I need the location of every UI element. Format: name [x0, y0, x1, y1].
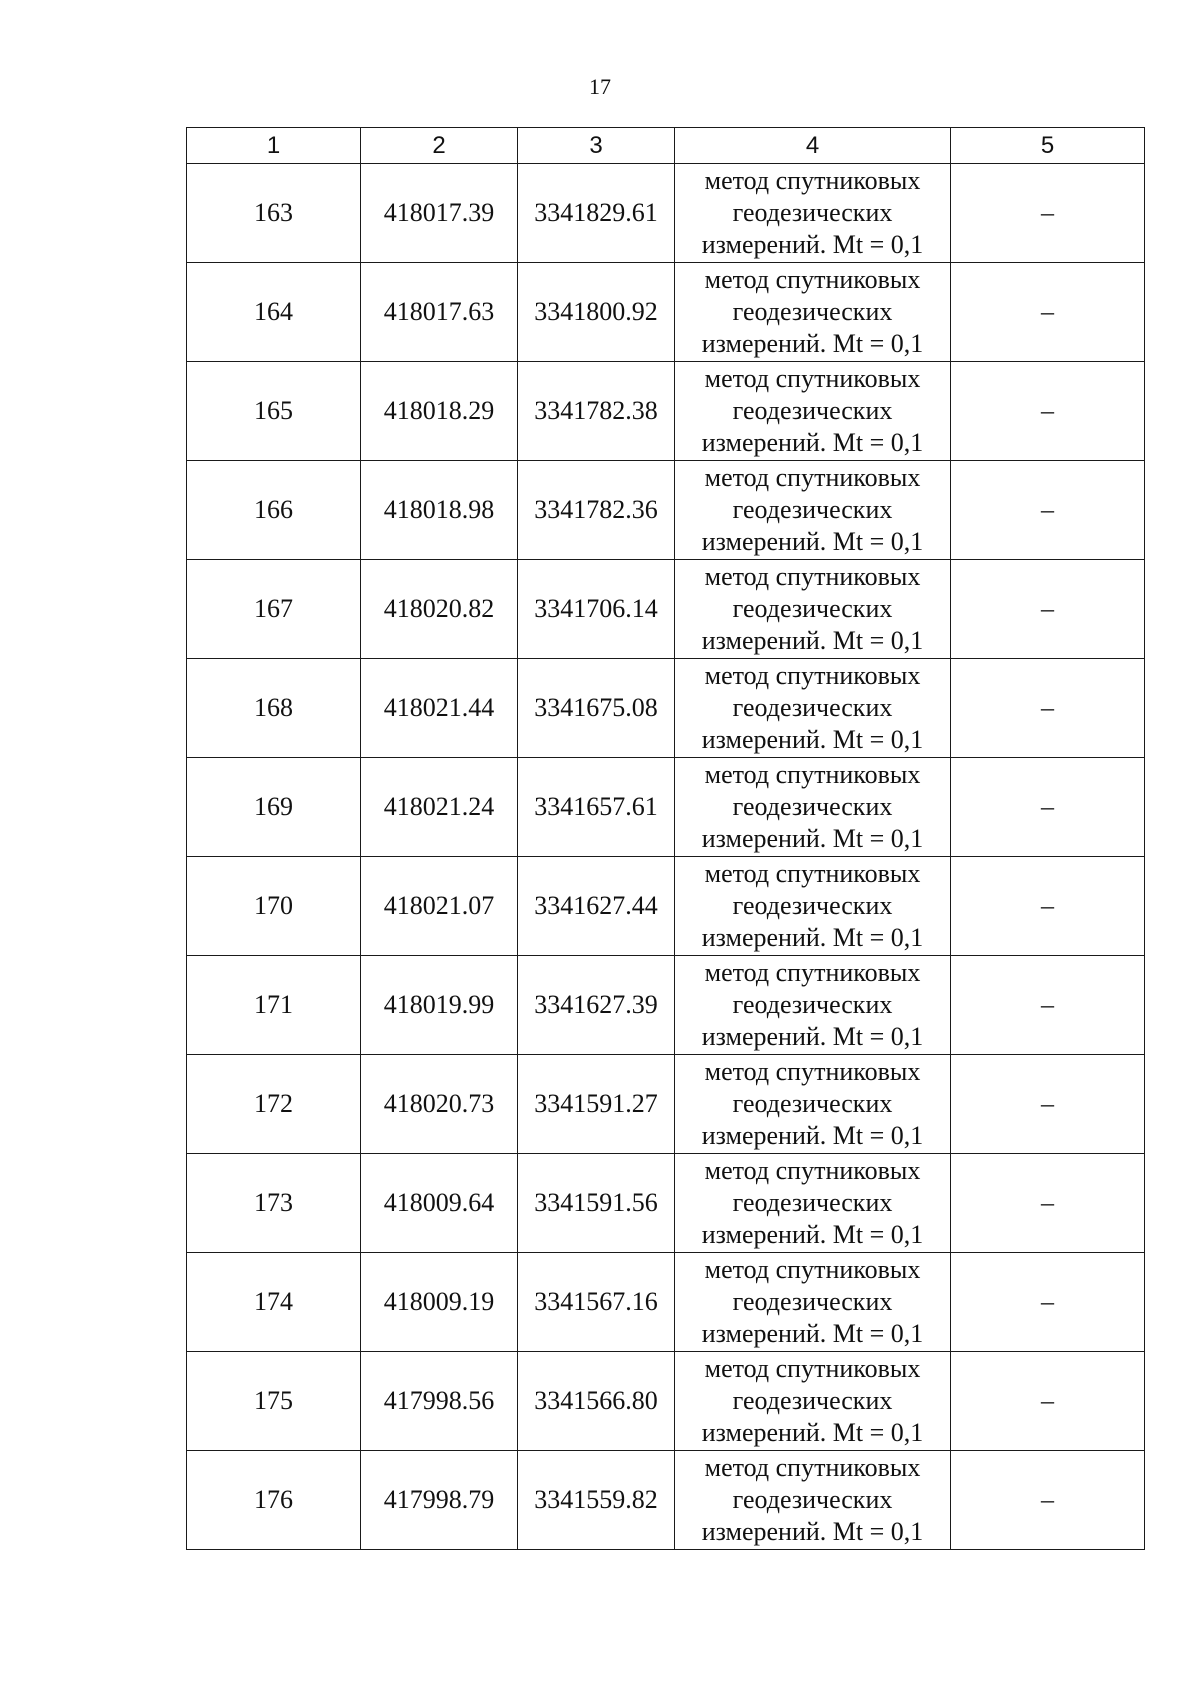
method-line-3: измерений. Mt = 0,1	[701, 1220, 924, 1249]
y-coordinate-cell: 3341566.80	[518, 1352, 675, 1451]
method-line-1: метод спутниковых	[704, 1156, 921, 1185]
method-line-3: измерений. Mt = 0,1	[701, 1022, 924, 1051]
method-cell	[675, 1352, 951, 1451]
method-line-1: метод спутниковых	[704, 562, 921, 591]
method-line-1: метод спутниковых	[704, 958, 921, 987]
method-line-3: измерений. Mt = 0,1	[701, 329, 924, 358]
method-line-2: геодезических	[732, 1089, 893, 1118]
note-cell: –	[951, 758, 1145, 857]
x-coordinate-cell: 418020.82	[361, 560, 518, 659]
method-line-3: измерений. Mt = 0,1	[701, 1418, 924, 1447]
method-line-1: метод спутниковых	[704, 1354, 921, 1383]
x-coordinate-cell: 418021.07	[361, 857, 518, 956]
point-number-cell: 170	[187, 857, 361, 956]
method-line-2: геодезических	[732, 1386, 893, 1415]
table-header	[187, 128, 1145, 164]
note-cell: –	[951, 362, 1145, 461]
table-row	[187, 263, 1145, 362]
table-row	[187, 956, 1145, 1055]
method-line-1: метод спутниковых	[704, 364, 921, 393]
table-row	[187, 1352, 1145, 1451]
note-cell: –	[951, 956, 1145, 1055]
y-coordinate-cell: 3341782.36	[518, 461, 675, 560]
method-cell	[675, 1253, 951, 1352]
method-cell	[675, 857, 951, 956]
x-coordinate-cell: 418018.29	[361, 362, 518, 461]
point-number-cell: 171	[187, 956, 361, 1055]
table-row	[187, 1154, 1145, 1253]
point-number-cell: 169	[187, 758, 361, 857]
y-coordinate-cell: 3341829.61	[518, 164, 675, 263]
method-line-1: метод спутниковых	[704, 1255, 921, 1284]
point-number-cell: 164	[187, 263, 361, 362]
x-coordinate-cell: 417998.56	[361, 1352, 518, 1451]
y-coordinate-cell: 3341782.38	[518, 362, 675, 461]
method-line-3: измерений. Mt = 0,1	[701, 923, 924, 952]
method-line-3: измерений. Mt = 0,1	[701, 230, 924, 259]
x-coordinate-cell: 418021.44	[361, 659, 518, 758]
point-number-cell: 166	[187, 461, 361, 560]
note-cell: –	[951, 1352, 1145, 1451]
method-cell	[675, 263, 951, 362]
method-line-3: измерений. Mt = 0,1	[701, 1319, 924, 1348]
point-number-cell: 165	[187, 362, 361, 461]
method-line-2: геодезических	[732, 396, 893, 425]
method-line-2: геодезических	[732, 990, 893, 1019]
method-line-1: метод спутниковых	[704, 760, 921, 789]
method-line-2: геодезических	[732, 594, 893, 623]
method-line-2: геодезических	[732, 198, 893, 227]
note-cell: –	[951, 659, 1145, 758]
table-row	[187, 758, 1145, 857]
table-row	[187, 362, 1145, 461]
note-cell: –	[951, 1451, 1145, 1550]
y-coordinate-cell: 3341567.16	[518, 1253, 675, 1352]
method-line-1: метод спутниковых	[704, 661, 921, 690]
method-line-3: измерений. Mt = 0,1	[701, 725, 924, 754]
method-line-2: геодезических	[732, 297, 893, 326]
y-coordinate-cell: 3341627.44	[518, 857, 675, 956]
point-number-cell: 174	[187, 1253, 361, 1352]
method-line-3: измерений. Mt = 0,1	[701, 824, 924, 853]
x-coordinate-cell: 418018.98	[361, 461, 518, 560]
y-coordinate-cell: 3341675.08	[518, 659, 675, 758]
x-coordinate-cell: 418017.39	[361, 164, 518, 263]
method-line-3: измерений. Mt = 0,1	[701, 428, 924, 457]
table-row	[187, 560, 1145, 659]
coordinates-table	[186, 127, 1145, 1550]
x-coordinate-cell: 418019.99	[361, 956, 518, 1055]
method-cell	[675, 461, 951, 560]
x-coordinate-cell: 418009.19	[361, 1253, 518, 1352]
y-coordinate-cell: 3341706.14	[518, 560, 675, 659]
note-cell: –	[951, 857, 1145, 956]
method-line-2: геодезических	[732, 495, 893, 524]
note-cell: –	[951, 1253, 1145, 1352]
method-cell	[675, 164, 951, 263]
method-line-2: геодезических	[732, 1287, 893, 1316]
method-line-2: геодезических	[732, 1188, 893, 1217]
method-cell	[675, 1055, 951, 1154]
method-line-3: измерений. Mt = 0,1	[701, 527, 924, 556]
x-coordinate-cell: 418017.63	[361, 263, 518, 362]
method-cell	[675, 956, 951, 1055]
point-number-cell: 163	[187, 164, 361, 263]
x-coordinate-cell: 418020.73	[361, 1055, 518, 1154]
table-row	[187, 461, 1145, 560]
method-line-2: геодезических	[732, 891, 893, 920]
header-col-4: 4	[675, 128, 951, 164]
page-number: 17	[589, 74, 611, 99]
table-row	[187, 1253, 1145, 1352]
note-cell: –	[951, 560, 1145, 659]
method-cell	[675, 1154, 951, 1253]
method-line-3: измерений. Mt = 0,1	[701, 626, 924, 655]
y-coordinate-cell: 3341627.39	[518, 956, 675, 1055]
method-line-3: измерений. Mt = 0,1	[701, 1517, 924, 1546]
method-cell	[675, 362, 951, 461]
note-cell: –	[951, 1055, 1145, 1154]
header-col-2: 2	[361, 128, 518, 164]
method-cell	[675, 1451, 951, 1550]
header-col-1: 1	[187, 128, 361, 164]
header-row	[187, 128, 1145, 164]
method-line-2: геодезических	[732, 792, 893, 821]
y-coordinate-cell: 3341591.56	[518, 1154, 675, 1253]
method-line-1: метод спутниковых	[704, 265, 921, 294]
note-cell: –	[951, 263, 1145, 362]
method-line-1: метод спутниковых	[704, 463, 921, 492]
note-cell: –	[951, 164, 1145, 263]
point-number-cell: 173	[187, 1154, 361, 1253]
point-number-cell: 168	[187, 659, 361, 758]
y-coordinate-cell: 3341559.82	[518, 1451, 675, 1550]
method-line-1: метод спутниковых	[704, 1453, 921, 1482]
table-row	[187, 659, 1145, 758]
x-coordinate-cell: 418021.24	[361, 758, 518, 857]
method-cell	[675, 758, 951, 857]
table-row	[187, 1055, 1145, 1154]
note-cell: –	[951, 461, 1145, 560]
method-cell	[675, 560, 951, 659]
method-line-2: геодезических	[732, 693, 893, 722]
table-row	[187, 164, 1145, 263]
method-line-1: метод спутниковых	[704, 859, 921, 888]
header-col-5: 5	[951, 128, 1145, 164]
method-cell	[675, 659, 951, 758]
point-number-cell: 176	[187, 1451, 361, 1550]
point-number-cell: 167	[187, 560, 361, 659]
method-line-1: метод спутниковых	[704, 166, 921, 195]
method-line-3: измерений. Mt = 0,1	[701, 1121, 924, 1150]
note-cell: –	[951, 1154, 1145, 1253]
y-coordinate-cell: 3341657.61	[518, 758, 675, 857]
point-number-cell: 172	[187, 1055, 361, 1154]
table-row	[187, 1451, 1145, 1550]
table-body	[187, 164, 1145, 1550]
y-coordinate-cell: 3341591.27	[518, 1055, 675, 1154]
header-col-3: 3	[518, 128, 675, 164]
method-line-2: геодезических	[732, 1485, 893, 1514]
x-coordinate-cell: 418009.64	[361, 1154, 518, 1253]
table-row	[187, 857, 1145, 956]
x-coordinate-cell: 417998.79	[361, 1451, 518, 1550]
point-number-cell: 175	[187, 1352, 361, 1451]
method-line-1: метод спутниковых	[704, 1057, 921, 1086]
y-coordinate-cell: 3341800.92	[518, 263, 675, 362]
